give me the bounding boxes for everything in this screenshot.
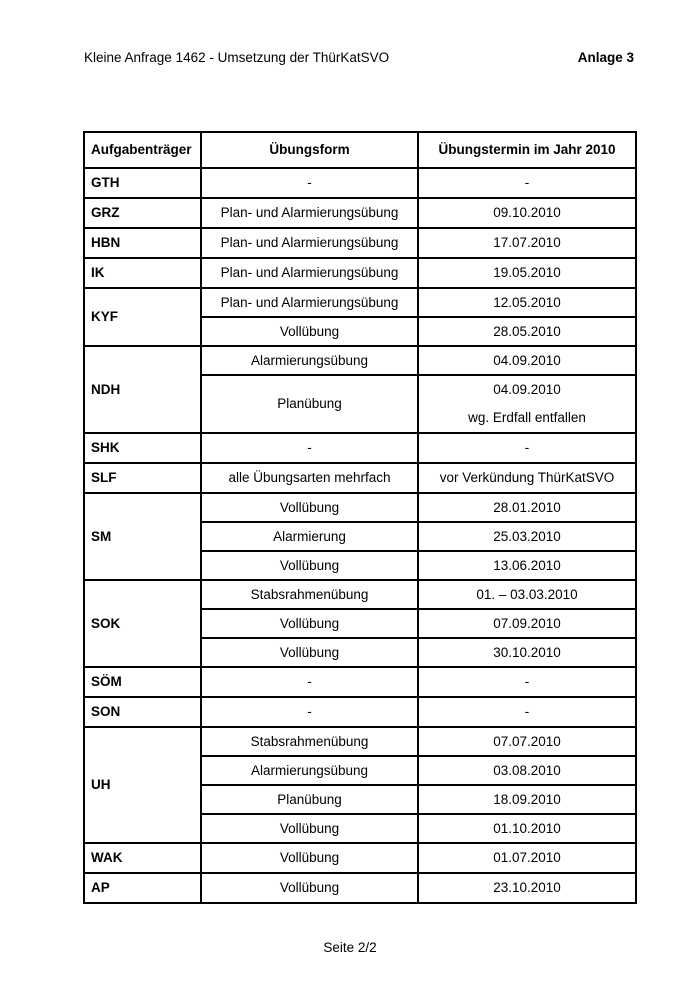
cell-form: alle Übungsarten mehrfach	[201, 463, 418, 493]
cell-date: 01. – 03.03.2010	[418, 580, 636, 609]
cell-date: 03.08.2010	[418, 756, 636, 785]
column-header-org: Aufgabenträger	[84, 132, 201, 168]
cell-form: Planübung	[201, 785, 418, 814]
cell-org: SHK	[84, 433, 201, 463]
cell-date: 30.10.2010	[418, 638, 636, 667]
cell-date: -	[418, 697, 636, 727]
cell-date: 28.05.2010	[418, 317, 636, 346]
cell-date: 07.07.2010	[418, 727, 636, 756]
table-row	[84, 288, 636, 317]
cell-form: Plan- und Alarmierungsübung	[201, 258, 418, 288]
table-row	[84, 873, 636, 903]
cell-form: Vollübung	[201, 493, 418, 522]
table-row	[84, 493, 636, 522]
cell-form: Alarmierungsübung	[201, 346, 418, 375]
cell-date: 23.10.2010	[418, 873, 636, 903]
cell-date-value: 04.09.2010	[493, 382, 561, 397]
page-number: Seite 2/2	[323, 940, 377, 955]
cell-form: Stabsrahmenübung	[201, 727, 418, 756]
table-header	[84, 132, 636, 168]
cell-org: SLF	[84, 463, 201, 493]
cell-form: Vollübung	[201, 551, 418, 580]
cell-org: SM	[84, 493, 201, 580]
cell-form: Plan- und Alarmierungsübung	[201, 288, 418, 317]
cell-date: vor Verkündung ThürKatSVO	[418, 463, 636, 493]
cell-org: SOK	[84, 580, 201, 667]
table-body	[84, 168, 636, 903]
cell-org: GTH	[84, 168, 201, 198]
table-row	[84, 667, 636, 697]
cell-form: -	[201, 697, 418, 727]
cell-form: Vollübung	[201, 609, 418, 638]
cell-date: 25.03.2010	[418, 522, 636, 551]
cell-org: KYF	[84, 288, 201, 346]
table-row	[84, 258, 636, 288]
cell-date: 07.09.2010	[418, 609, 636, 638]
cell-form: Vollübung	[201, 317, 418, 346]
cell-form: Alarmierung	[201, 522, 418, 551]
cell-form: Stabsrahmenübung	[201, 580, 418, 609]
column-header-form: Übungsform	[201, 132, 418, 168]
column-header-date: Übungstermin im Jahr 2010	[418, 132, 636, 168]
table-row	[84, 168, 636, 198]
cell-form: -	[201, 667, 418, 697]
cell-form: -	[201, 433, 418, 463]
cell-date-note: wg. Erdfall entfallen	[468, 410, 586, 425]
cell-form: Planübung	[201, 375, 418, 433]
cell-date: -	[418, 433, 636, 463]
cell-org: UH	[84, 727, 201, 843]
annex-label: Anlage 3	[577, 50, 634, 65]
table-row	[84, 843, 636, 873]
cell-org: SÖM	[84, 667, 201, 697]
document-title: Kleine Anfrage 1462 - Umsetzung der ThürKatSVO	[84, 50, 390, 65]
cell-date: 12.05.2010	[418, 288, 636, 317]
cell-org: NDH	[84, 346, 201, 433]
cell-org: SON	[84, 697, 201, 727]
table-row	[84, 433, 636, 463]
table-row	[84, 198, 636, 228]
table-row	[84, 697, 636, 727]
cell-org: AP	[84, 873, 201, 903]
cell-org: GRZ	[84, 198, 201, 228]
cell-org: IK	[84, 258, 201, 288]
cell-form: Plan- und Alarmierungsübung	[201, 198, 418, 228]
cell-form: -	[201, 168, 418, 198]
cell-date: 28.01.2010	[418, 493, 636, 522]
cell-form: Vollübung	[201, 814, 418, 843]
cell-date: -	[418, 667, 636, 697]
cell-date: 13.06.2010	[418, 551, 636, 580]
cell-date: 01.10.2010	[418, 814, 636, 843]
table-row	[84, 346, 636, 375]
cell-date: 09.10.2010	[418, 198, 636, 228]
cell-form: Vollübung	[201, 638, 418, 667]
table-row	[84, 727, 636, 756]
cell-date: 18.09.2010	[418, 785, 636, 814]
cell-form: Vollübung	[201, 873, 418, 903]
cell-form: Vollübung	[201, 843, 418, 873]
cell-date: 04.09.2010	[418, 346, 636, 375]
cell-form: Plan- und Alarmierungsübung	[201, 228, 418, 258]
cell-org: HBN	[84, 228, 201, 258]
cell-date: 01.07.2010	[418, 843, 636, 873]
cell-org: WAK	[84, 843, 201, 873]
cell-date: -	[418, 168, 636, 198]
cell-date: 17.07.2010	[418, 228, 636, 258]
table-row	[84, 580, 636, 609]
cell-date	[418, 375, 636, 433]
table-row	[84, 463, 636, 493]
table-row	[84, 228, 636, 258]
cell-date: 19.05.2010	[418, 258, 636, 288]
exercise-table	[83, 131, 637, 904]
cell-form: Alarmierungsübung	[201, 756, 418, 785]
